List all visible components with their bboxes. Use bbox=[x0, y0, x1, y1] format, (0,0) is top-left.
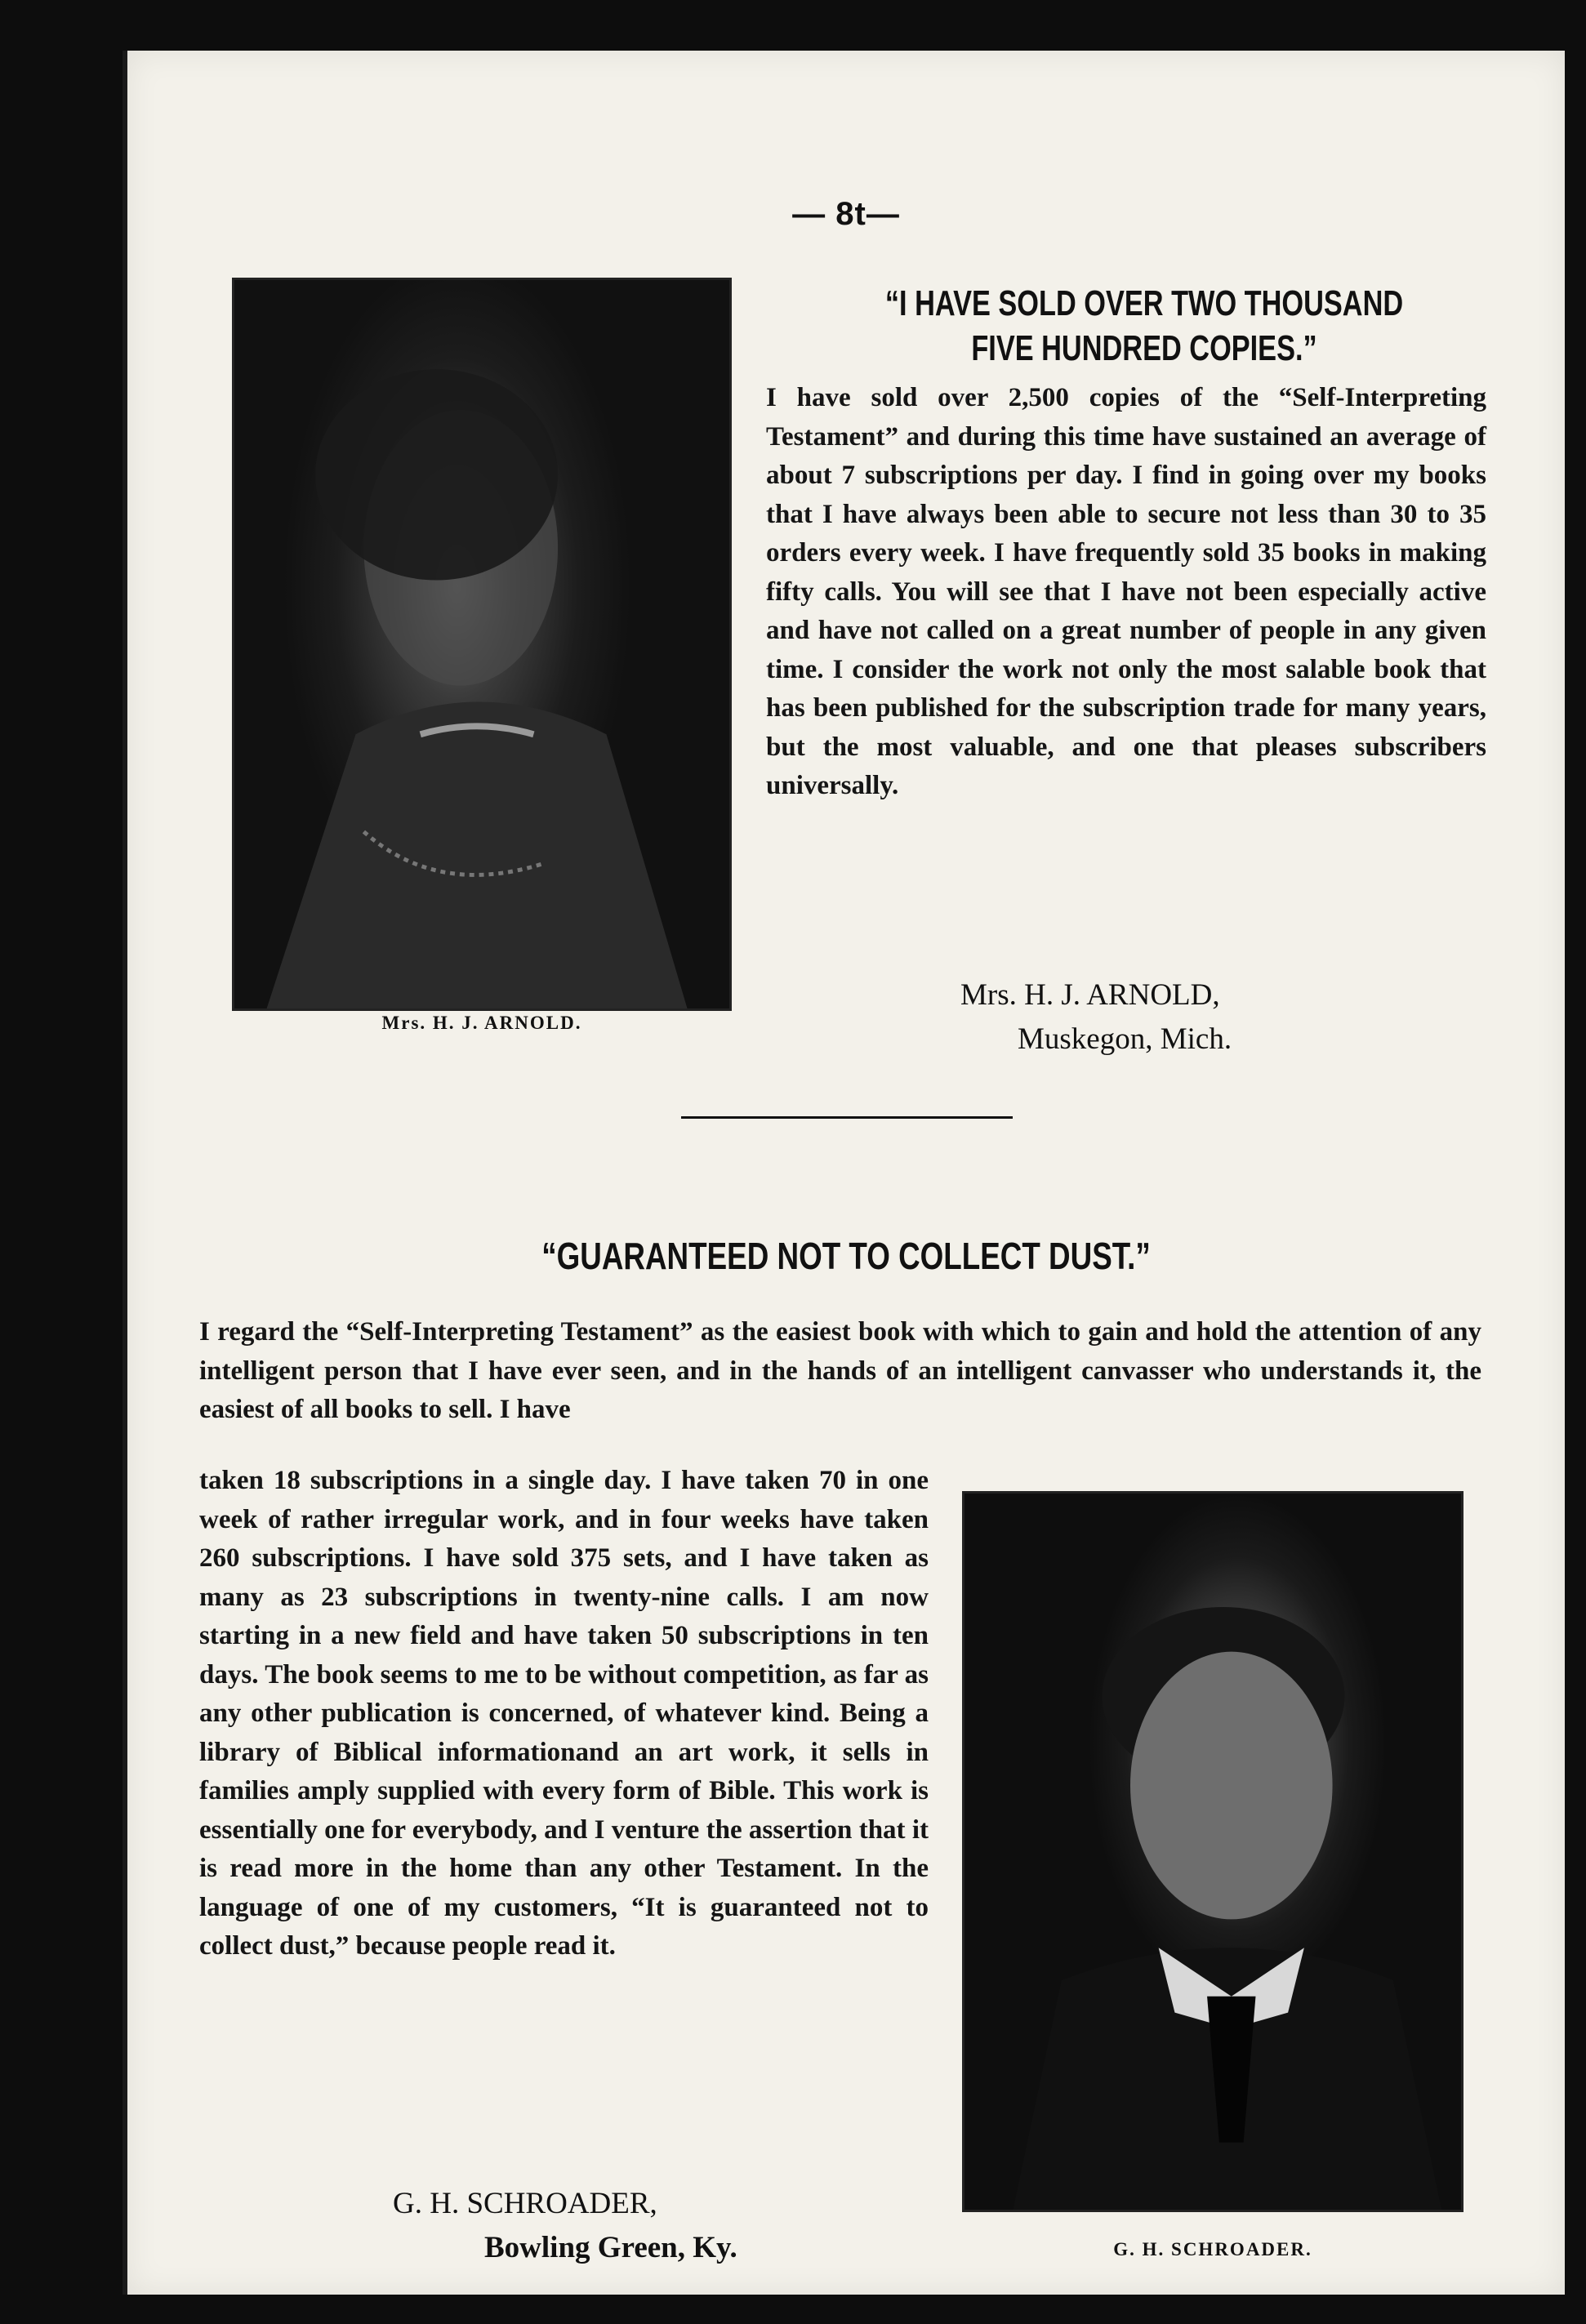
signature-schroader-location: Bowling Green, Ky. bbox=[484, 2231, 737, 2264]
testimonial-schroader-intro: I regard the “Self-Interpreting Testament” as the easiest book with which to gain and hold the attention of any intelligent person that I have ever seen, and in the hands of an intelligent canvasser who understands it, the easiest of all books to sell. I have bbox=[199, 1317, 1481, 1424]
portrait-schroader-drawing bbox=[965, 1494, 1461, 2210]
portrait-arnold-drawing bbox=[234, 280, 729, 1008]
portrait-caption-schroader: G. H. SCHROADER. bbox=[1113, 2239, 1312, 2259]
headline-sold-copies: “I HAVE SOLD OVER TWO THOUSAND FIVE HUNDRED COPIES.” bbox=[884, 283, 1404, 368]
signature-arnold-location: Muskegon, Mich. bbox=[1018, 1022, 1232, 1056]
page-number: — 8t— bbox=[792, 196, 900, 232]
headline-collect-dust: “GUARANTEED NOT TO COLLECT DUST.” bbox=[541, 1235, 1151, 1277]
signature-schroader-name: G. H. SCHROADER, bbox=[393, 2187, 657, 2220]
portrait-caption-arnold: Mrs. H. J. ARNOLD. bbox=[381, 1013, 582, 1033]
portrait-photo-arnold bbox=[232, 278, 732, 1011]
testimonial-schroader-body: taken 18 subscriptions in a single day. I have taken 70 in one week of rather irregular work, and in four weeks have taken 260 subscriptions. I have sold 375 sets, and I have taken as many as 23 subscriptions in twenty-nine calls. I am now starting in a new field and have taken 50 subscriptions in ten days. The book seems to me to be without competition, as far as any other publication is concerned, of whatever kind. Being a library of Biblical informationand an art work, it sells in families amply supplied with every form of Bible. This work is essentially one for everybody, and I venture the assertion that it is read more in the home than any other Testament. In the language of one of my customers, “It is guaranteed not to collect dust,” because people read it. bbox=[199, 1466, 929, 1961]
signature-arnold-name: Mrs. H. J. ARNOLD, bbox=[960, 978, 1220, 1012]
testimonial-arnold-body: I have sold over 2,500 copies of the “Self-Interpreting Testament” and during this time have sustained an average of about 7 subscriptions per day. I find in going over my books that I have always been able to secure not less than 30 to 35 orders every week. I have frequently sold 35 books in making fifty calls. You will see that I have not been especially active and have not called on a great number of people in any given time. I consider the work not only the most salable book that has been published for the subscription trade for many years, but the most valuable, and one that pleases subscribers universally. bbox=[766, 383, 1486, 800]
book-page bbox=[123, 51, 1565, 2295]
portrait-photo-schroader bbox=[962, 1491, 1463, 2212]
section-divider bbox=[681, 1116, 1013, 1119]
